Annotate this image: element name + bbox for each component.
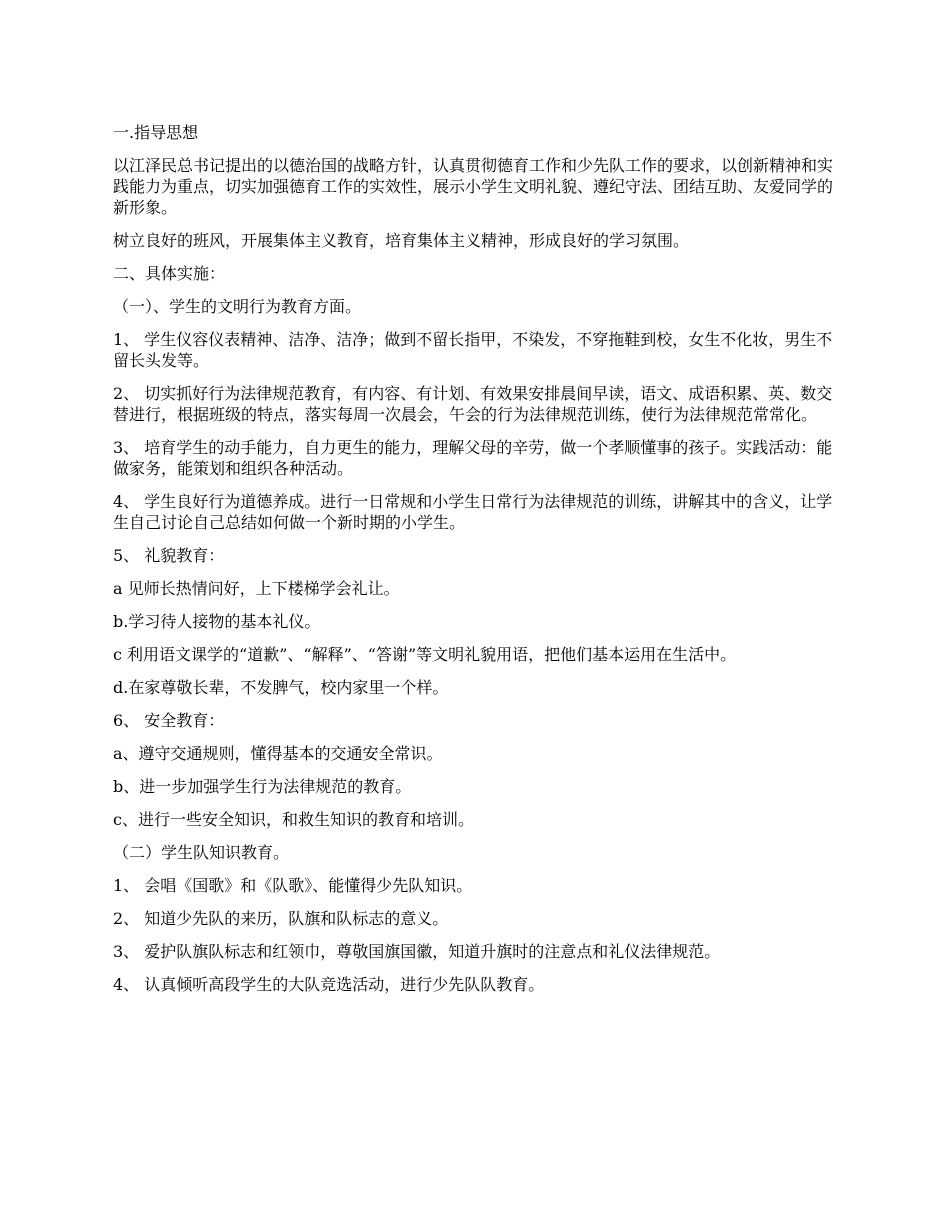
paragraph-class-spirit: 树立良好的班风，开展集体主义教育，培育集体主义精神，形成良好的学习氛围。 (113, 231, 690, 250)
section-heading-guiding-ideology: 一.指导思想 (113, 123, 199, 142)
sub-item-d: d.在家尊敬长辈，不发脾气，校内家里一个样。 (113, 678, 449, 697)
list-item-4: 4、 学生良好行为道德养成。进行一日常规和小学生日常行为法律规范的训练，讲解其中的含义，让学生自己讨论自己总结如何做一个新时期的小学生。 (113, 492, 833, 532)
pioneer-item-2: 2、 知道少先队的来历，队旗和队标志的意义。 (113, 909, 449, 928)
pioneer-item-3: 3、 爱护队旗队标志和红领巾，尊敬国旗国徽，知道升旗时的注意点和礼仪法律规范。 (113, 942, 721, 961)
safety-item-c: c、进行一些安全知识，和救生知识的教育和培训。 (113, 810, 474, 829)
safety-item-b: b、进一步加强学生行为法律规范的教育。 (113, 777, 412, 796)
sub-item-c: c 利用语文课学的“道歉”、“解释”、“答谢”等文明礼貌用语，把他们基本运用在生活中。 (113, 645, 737, 664)
subsection-heading-civilized-behavior: （一）、学生的文明行为教育方面。 (113, 297, 362, 316)
document-body (113, 122, 843, 1007)
list-item-5: 5、 礼貌教育： (113, 546, 225, 565)
sub-item-b: b.学习待人接物的基本礼仪。 (113, 612, 321, 631)
pioneer-item-1: 1、 会唱《国歌》和《队歌》、能懂得少先队知识。 (113, 876, 473, 895)
section-heading-implementation: 二、具体实施： (113, 264, 226, 283)
list-item-3: 3、 培育学生的动手能力，自力更生的能力，理解父母的辛劳，做一个孝顺懂事的孩子。实践活动：能做家务，能策划和组织各种活动。 (113, 438, 833, 478)
subsection-heading-pioneers: （二）学生队知识教育。 (113, 843, 290, 862)
safety-item-a: a、遵守交通规则，懂得基本的交通安全常识。 (113, 744, 443, 763)
list-item-6: 6、 安全教育： (113, 711, 225, 730)
pioneer-item-4: 4、 认真倾听高段学生的大队竞选活动，进行少先队队教育。 (113, 975, 545, 994)
paragraph-guiding-ideology: 以江泽民总书记提出的以德治国的战略方针，认真贯彻德育工作和少先队工作的要求，以创新精神和实践能力为重点，切实加强德育工作的实效性，展示小学生文明礼貌、遵纪守法、团结互助、友爱同学的新形象。 (113, 156, 834, 217)
list-item-2: 2、 切实抓好行为法律规范教育，有内容、有计划、有效果安排晨间早读，语文、成语积累、英、数交替进行，根据班级的特点，落实每周一次晨会，午会的行为法律规范训练，使行为法律规范常常化。 (113, 384, 833, 424)
sub-item-a: a 见师长热情问好，上下楼梯学会礼让。 (113, 579, 400, 598)
list-item-1: 1、 学生仪容仪表精神、洁净、洁净；做到不留长指甲，不染发，不穿拖鞋到校，女生不化妆，男生不留长头发等。 (113, 330, 833, 370)
